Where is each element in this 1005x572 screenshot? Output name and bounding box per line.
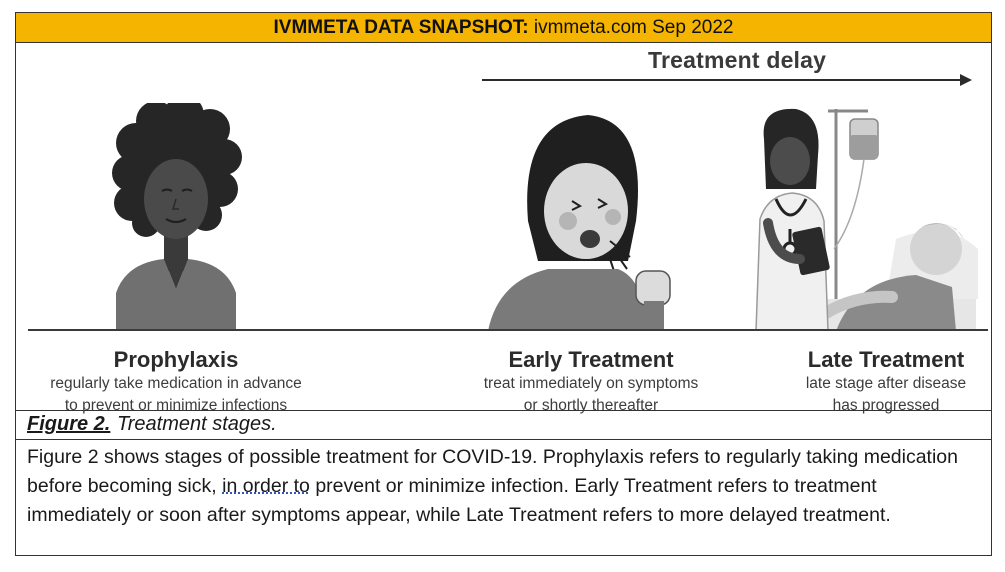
caption-text: Treatment stages. xyxy=(117,413,277,435)
description-paragraph xyxy=(27,443,977,530)
stage-title-early-treatment: Early Treatment xyxy=(508,347,674,372)
prophylaxis-woman-illustration xyxy=(96,103,256,331)
early-treatment-woman-illustration xyxy=(468,101,678,331)
description-part1: Figure 2 shows stages of possible treatment for COVID-19. Prophylaxis refers to regularly taking medication before becoming sick, xyxy=(27,446,959,497)
description-underlined-phrase: in order to xyxy=(222,475,310,497)
snapshot-header xyxy=(16,13,991,43)
stage-desc-late-line2: has progressed xyxy=(832,397,940,414)
description-part2: prevent or minimize infection. Early Treatment refers to treatment immediately or soon after symptoms appear, while Late Treatment refers to more delayed treatment. xyxy=(27,475,891,526)
late-treatment-hospital-illustration xyxy=(716,99,986,331)
ground-line xyxy=(28,329,988,331)
treatment-delay-label: Treatment delay xyxy=(648,47,827,73)
stage-desc-prophylaxis-line1: regularly take medication in advance xyxy=(50,375,302,392)
stage-desc-late-line1: late stage after disease xyxy=(805,375,967,392)
treatment-stages-figure xyxy=(16,43,991,414)
stage-desc-early-line1: treat immediately on symptoms xyxy=(483,375,699,392)
header-bold-title: IVMMETA DATA SNAPSHOT: xyxy=(273,17,529,38)
header-source: ivmmeta.com Sep 2022 xyxy=(528,17,734,38)
stage-title-late-treatment: Late Treatment xyxy=(807,347,965,372)
stage-desc-early-line2: or shortly thereafter xyxy=(523,397,659,414)
caption-label: Figure 2. xyxy=(27,413,111,435)
snapshot-frame xyxy=(15,12,992,556)
figure-caption xyxy=(16,410,991,440)
stage-desc-prophylaxis-line2: to prevent or minimize infections xyxy=(64,397,288,414)
treatment-delay-arrow xyxy=(482,73,972,87)
stage-title-prophylaxis: Prophylaxis xyxy=(113,347,239,372)
